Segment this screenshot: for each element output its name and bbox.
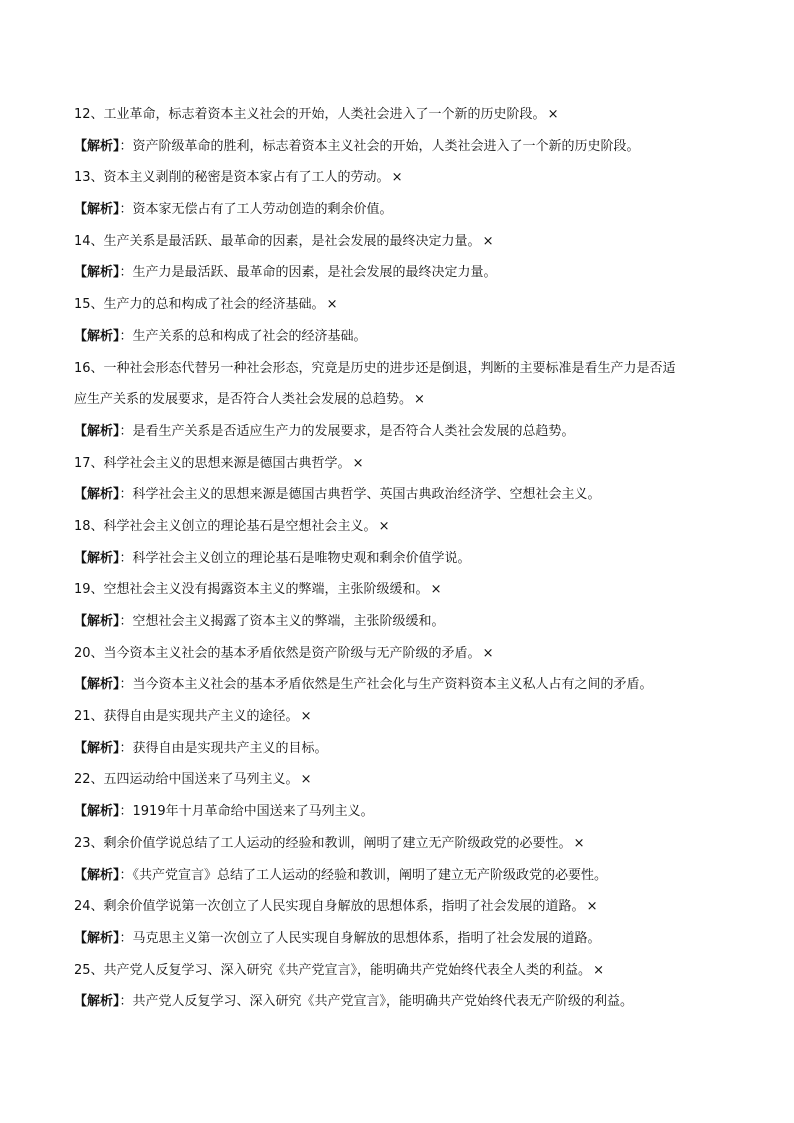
analysis-tag: 【解析】: [74, 550, 120, 566]
wrong-mark: ×: [482, 233, 494, 249]
question-text: 空想社会主义没有揭露资本主义的弊端，主张阶级缓和。: [103, 582, 429, 598]
question-number: 21、: [74, 709, 104, 725]
analysis-tag: 【解析】: [74, 202, 120, 218]
question-number: 23、: [74, 835, 104, 851]
question-12: [74, 99, 724, 131]
analysis-text: ：共产党人反复学习、深入研究《共产党宣言》，能明确共产党始终代表无产阶级的利益。: [119, 994, 634, 1010]
analysis-17: [74, 479, 724, 511]
analysis-tag: 【解析】: [74, 867, 120, 883]
analysis-text: ：资产阶级革命的胜利，标志着资本主义社会的开始，人类社会进入了一个新的历史阶段。: [119, 138, 640, 154]
analysis-tag: 【解析】: [74, 740, 120, 756]
question-number: 13、: [74, 170, 104, 186]
question-number: 20、: [74, 645, 104, 661]
analysis-12: [74, 131, 724, 163]
analysis-tag: 【解析】: [74, 265, 120, 281]
question-14: [74, 226, 724, 258]
question-16-continued: [74, 384, 724, 416]
question-text: 获得自由是实现共产主义的途径。: [103, 709, 299, 725]
question-text: 科学社会主义创立的理论基石是空想社会主义。: [103, 518, 377, 534]
question-number: 15、: [74, 297, 104, 313]
wrong-mark: ×: [573, 835, 585, 851]
question-text: 工业革命，标志着资本主义社会的开始，人类社会进入了一个新的历史阶段。: [103, 107, 546, 122]
wrong-mark: ×: [430, 582, 442, 598]
wrong-mark: ×: [391, 170, 403, 186]
question-text: 生产力的总和构成了社会的经济基础。: [103, 297, 325, 313]
wrong-mark: ×: [352, 455, 364, 471]
question-23: [74, 828, 724, 860]
analysis-text: ：生产力是最活跃、最革命的因素，是社会发展的最终决定力量。: [119, 265, 497, 281]
wrong-mark: ×: [482, 645, 494, 661]
analysis-text: ：资本家无偿占有了工人劳动创造的剩余价值。: [119, 202, 393, 218]
analysis-21: [74, 733, 724, 765]
question-text: 共产党人反复学习、深入研究《共产党宣言》，能明确共产党始终代表全人类的利益。: [103, 962, 592, 978]
analysis-tag: 【解析】: [74, 930, 120, 946]
wrong-mark: ×: [378, 518, 390, 534]
question-text: 一种社会形态代替另一种社会形态，究竟是历史的进步还是倒退，判断的主要标准是看生产力是否适: [103, 360, 676, 376]
analysis-text: ：科学社会主义创立的理论基石是唯物史观和剩余价值学说。: [119, 550, 471, 566]
wrong-mark: ×: [593, 962, 604, 978]
analysis-text: ：获得自由是实现共产主义的目标。: [119, 740, 328, 756]
question-16: [74, 353, 724, 385]
analysis-text: ：《共产党宣言》总结了工人运动的经验和教训，阐明了建立无产阶级政党的必要性。: [119, 867, 608, 883]
question-number: 18、: [74, 518, 104, 534]
question-number: 16、: [74, 360, 104, 376]
question-15: [74, 289, 724, 321]
analysis-text: ：空想社会主义揭露了资本主义的弊端，主张阶级缓和。: [119, 614, 445, 629]
question-list: [74, 99, 724, 1018]
analysis-tag: 【解析】: [74, 677, 120, 693]
question-text: 生产关系是最活跃、最革命的因素，是社会发展的最终决定力量。: [103, 233, 481, 249]
question-text: 剩余价值学说总结了工人运动的经验和教训，阐明了建立无产阶级政党的必要性。: [103, 835, 572, 851]
question-text: 五四运动给中国送来了马列主义。: [103, 772, 299, 788]
analysis-20: [74, 669, 724, 701]
analysis-13: [74, 194, 724, 226]
question-18: [74, 511, 724, 543]
analysis-tag: 【解析】: [74, 804, 120, 820]
analysis-tag: 【解析】: [74, 328, 120, 344]
analysis-14: [74, 257, 724, 289]
question-text: 科学社会主义的思想来源是德国古典哲学。: [103, 455, 351, 471]
analysis-text: ：科学社会主义的思想来源是德国古典哲学、英国古典政治经济学、空想社会主义。: [119, 487, 601, 503]
question-17: [74, 448, 724, 480]
analysis-18: [74, 543, 724, 575]
analysis-tag: 【解析】: [74, 138, 120, 154]
analysis-tag: 【解析】: [74, 994, 120, 1010]
question-number: 25、: [74, 962, 104, 978]
question-number: 12、: [74, 107, 104, 122]
wrong-mark: ×: [414, 392, 425, 408]
question-20: [74, 638, 724, 670]
analysis-tag: 【解析】: [74, 423, 120, 439]
analysis-tag: 【解析】: [74, 487, 120, 503]
analysis-22: [74, 796, 724, 828]
question-number: 19、: [74, 582, 104, 598]
analysis-24: [74, 923, 724, 955]
question-22: [74, 764, 724, 796]
analysis-text: ：生产关系的总和构成了社会的经济基础。: [119, 328, 367, 344]
question-25: [74, 955, 724, 987]
question-text-continued: 应生产关系的发展要求，是否符合人类社会发展的总趋势。: [74, 392, 413, 408]
wrong-mark: ×: [547, 107, 559, 122]
analysis-25: [74, 986, 724, 1018]
analysis-23: [74, 860, 724, 892]
wrong-mark: ×: [300, 772, 312, 788]
question-text: 资本主义剥削的秘密是资本家占有了工人的劳动。: [103, 170, 390, 186]
analysis-text: ：是看生产关系是否适应生产力的发展要求，是否符合人类社会发展的总趋势。: [119, 423, 575, 439]
question-13: [74, 162, 724, 194]
wrong-mark: ×: [326, 297, 338, 313]
question-text: 当今资本主义社会的基本矛盾依然是资产阶级与无产阶级的矛盾。: [103, 645, 481, 661]
analysis-15: [74, 321, 724, 353]
analysis-text: ：当今资本主义社会的基本矛盾依然是生产社会化与生产资料资本主义私人占有之间的矛盾。: [119, 677, 653, 693]
wrong-mark: ×: [300, 709, 312, 725]
analysis-16: [74, 416, 724, 448]
analysis-19: [74, 606, 724, 638]
analysis-tag: 【解析】: [74, 614, 120, 629]
question-21: [74, 701, 724, 733]
question-19: [74, 574, 724, 606]
question-text: 剩余价值学说第一次创立了人民实现自身解放的思想体系，指明了社会发展的道路。: [103, 899, 585, 915]
wrong-mark: ×: [586, 899, 598, 915]
question-number: 24、: [74, 899, 104, 915]
question-24: [74, 891, 724, 923]
analysis-text: ：马克思主义第一次创立了人民实现自身解放的思想体系，指明了社会发展的道路。: [119, 930, 601, 946]
question-number: 17、: [74, 455, 104, 471]
question-number: 22、: [74, 772, 104, 788]
analysis-text: ：1919年十月革命给中国送来了马列主义。: [119, 804, 374, 820]
question-number: 14、: [74, 233, 104, 249]
